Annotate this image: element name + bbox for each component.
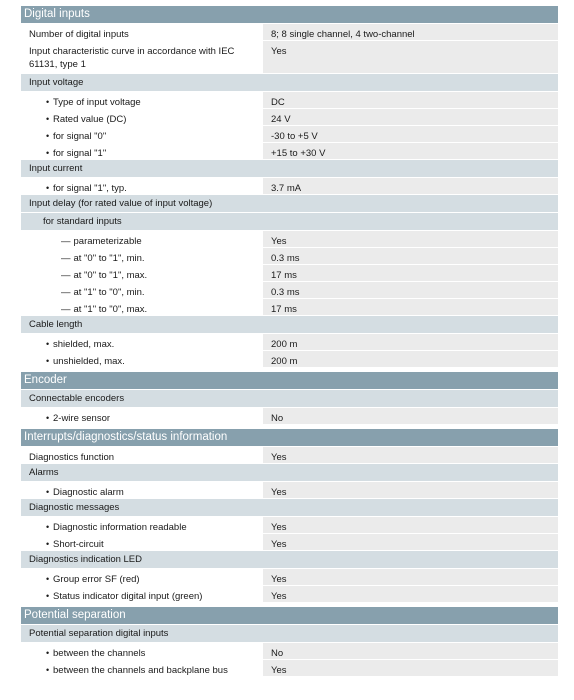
row-label: [21, 109, 263, 125]
row-value: 0.3 ms: [263, 248, 558, 264]
dash-icon: —: [61, 236, 71, 247]
row-label-text: for signal "0": [53, 131, 107, 142]
datasheet-table: [21, 6, 558, 677]
row-label-text: Type of input voltage: [53, 97, 141, 108]
dash-icon: —: [61, 253, 71, 264]
subheader-input-current: Input current: [21, 160, 558, 178]
row-value: +15 to +30 V: [263, 143, 558, 159]
row-value: 8; 8 single channel, 4 two-channel: [263, 24, 558, 40]
row-label: [21, 586, 263, 602]
row-label: [21, 643, 263, 659]
row-label: [21, 265, 263, 281]
row-label: [21, 534, 263, 550]
row-label-text: parameterizable: [73, 236, 142, 247]
table-row: [21, 248, 558, 265]
row-label-text: for signal "1", typ.: [53, 183, 127, 194]
row-value: 17 ms: [263, 265, 558, 281]
table-row: [21, 351, 558, 368]
table-row: [21, 447, 558, 464]
row-label-text: at "0" to "1", max.: [73, 270, 148, 281]
section-digital-inputs: Digital inputs: [21, 6, 558, 24]
row-label: [21, 482, 263, 498]
subheader-input-delay: Input delay (for rated value of input voltage): [21, 195, 558, 213]
row-value: 24 V: [263, 109, 558, 125]
table-row: [21, 126, 558, 143]
table-row: [21, 482, 558, 499]
table-row: [21, 586, 558, 603]
table-row: [21, 265, 558, 282]
row-value: 17 ms: [263, 299, 558, 315]
row-value: Yes: [263, 517, 558, 533]
subheader-diagnostics-led: Diagnostics indication LED: [21, 551, 558, 569]
row-value: -30 to +5 V: [263, 126, 558, 142]
table-row: [21, 143, 558, 160]
bullet-icon: •: [46, 131, 50, 141]
section-potential-separation: Potential separation: [21, 607, 558, 625]
row-label: [21, 143, 263, 159]
section-interrupts: Interrupts/diagnostics/status information: [21, 429, 558, 447]
row-label-text: 2-wire sensor: [53, 413, 111, 424]
bullet-icon: •: [46, 148, 50, 158]
table-row: [21, 569, 558, 586]
bullet-icon: •: [46, 591, 50, 601]
row-label-text: unshielded, max.: [53, 356, 125, 367]
row-label-text: at "1" to "0", min.: [73, 287, 145, 298]
table-row: [21, 92, 558, 109]
row-label-text: at "0" to "1", min.: [73, 253, 145, 264]
table-row: [21, 643, 558, 660]
table-row: [21, 178, 558, 195]
row-label-text: Group error SF (red): [53, 574, 140, 585]
row-value: Yes: [263, 41, 558, 73]
bullet-icon: •: [46, 665, 50, 675]
row-label-text: Rated value (DC): [53, 114, 127, 125]
row-label: [21, 248, 263, 264]
row-value: Yes: [263, 482, 558, 498]
row-label-text: Diagnostic information readable: [53, 522, 187, 533]
row-value: 200 m: [263, 334, 558, 350]
row-label: [21, 569, 263, 585]
section-encoder: Encoder: [21, 372, 558, 390]
table-row: [21, 408, 558, 425]
table-row: [21, 334, 558, 351]
row-label: [21, 282, 263, 298]
subheader-separation-digital: Potential separation digital inputs: [21, 625, 558, 643]
row-label-text: shielded, max.: [53, 339, 115, 350]
table-row: [21, 517, 558, 534]
row-label-text: Short-circuit: [53, 539, 104, 550]
dash-icon: —: [61, 270, 71, 281]
row-value: Yes: [263, 569, 558, 585]
row-value: Yes: [263, 534, 558, 550]
row-label-text: Diagnostic alarm: [53, 487, 124, 498]
row-value: Yes: [263, 447, 558, 463]
row-value: 3.7 mA: [263, 178, 558, 194]
table-row: [21, 24, 558, 41]
bullet-icon: •: [46, 114, 50, 124]
bullet-icon: •: [46, 413, 50, 423]
row-label: [21, 517, 263, 533]
row-value: No: [263, 408, 558, 424]
table-row: [21, 109, 558, 126]
row-value: 200 m: [263, 351, 558, 367]
row-value: Yes: [263, 586, 558, 602]
subheader-cable-length: Cable length: [21, 316, 558, 334]
bullet-icon: •: [46, 339, 50, 349]
subheader-standard-inputs: for standard inputs: [21, 213, 558, 231]
row-label: [21, 660, 263, 676]
table-row: [21, 41, 558, 74]
bullet-icon: •: [46, 522, 50, 532]
row-label: Input characteristic curve in accordance with IEC 61131, type 1: [29, 46, 235, 70]
dash-icon: —: [61, 287, 71, 298]
dash-icon: —: [61, 304, 71, 315]
bullet-icon: •: [46, 487, 50, 497]
bullet-icon: •: [46, 97, 50, 107]
subheader-alarms: Alarms: [21, 464, 558, 482]
bullet-icon: •: [46, 356, 50, 366]
table-row: [21, 534, 558, 551]
row-label-text: between the channels and backplane bus: [53, 665, 228, 676]
row-label: Number of digital inputs: [29, 29, 129, 40]
row-label: Diagnostics function: [29, 452, 115, 463]
row-label: [21, 178, 263, 194]
row-label-text: between the channels: [53, 648, 146, 659]
bullet-icon: •: [46, 574, 50, 584]
row-label-text: for signal "1": [53, 148, 107, 159]
row-label: [21, 92, 263, 108]
row-label-text: at "1" to "0", max.: [73, 304, 148, 315]
row-label: [21, 126, 263, 142]
row-value: DC: [263, 92, 558, 108]
subheader-connectable-encoders: Connectable encoders: [21, 390, 558, 408]
bullet-icon: •: [46, 539, 50, 549]
subheader-diagnostic-messages: Diagnostic messages: [21, 499, 558, 517]
bullet-icon: •: [46, 183, 50, 193]
table-row: [21, 231, 558, 248]
row-label: [21, 231, 263, 247]
bullet-icon: •: [46, 648, 50, 658]
row-label: [21, 351, 263, 367]
row-value: Yes: [263, 660, 558, 676]
row-label: [21, 299, 263, 315]
table-row: [21, 660, 558, 677]
row-value: No: [263, 643, 558, 659]
row-label: [21, 334, 263, 350]
row-value: 0.3 ms: [263, 282, 558, 298]
table-row: [21, 299, 558, 316]
row-value: Yes: [263, 231, 558, 247]
row-label-text: Status indicator digital input (green): [53, 591, 203, 602]
subheader-input-voltage: Input voltage: [21, 74, 558, 92]
row-label: [21, 408, 263, 424]
table-row: [21, 282, 558, 299]
